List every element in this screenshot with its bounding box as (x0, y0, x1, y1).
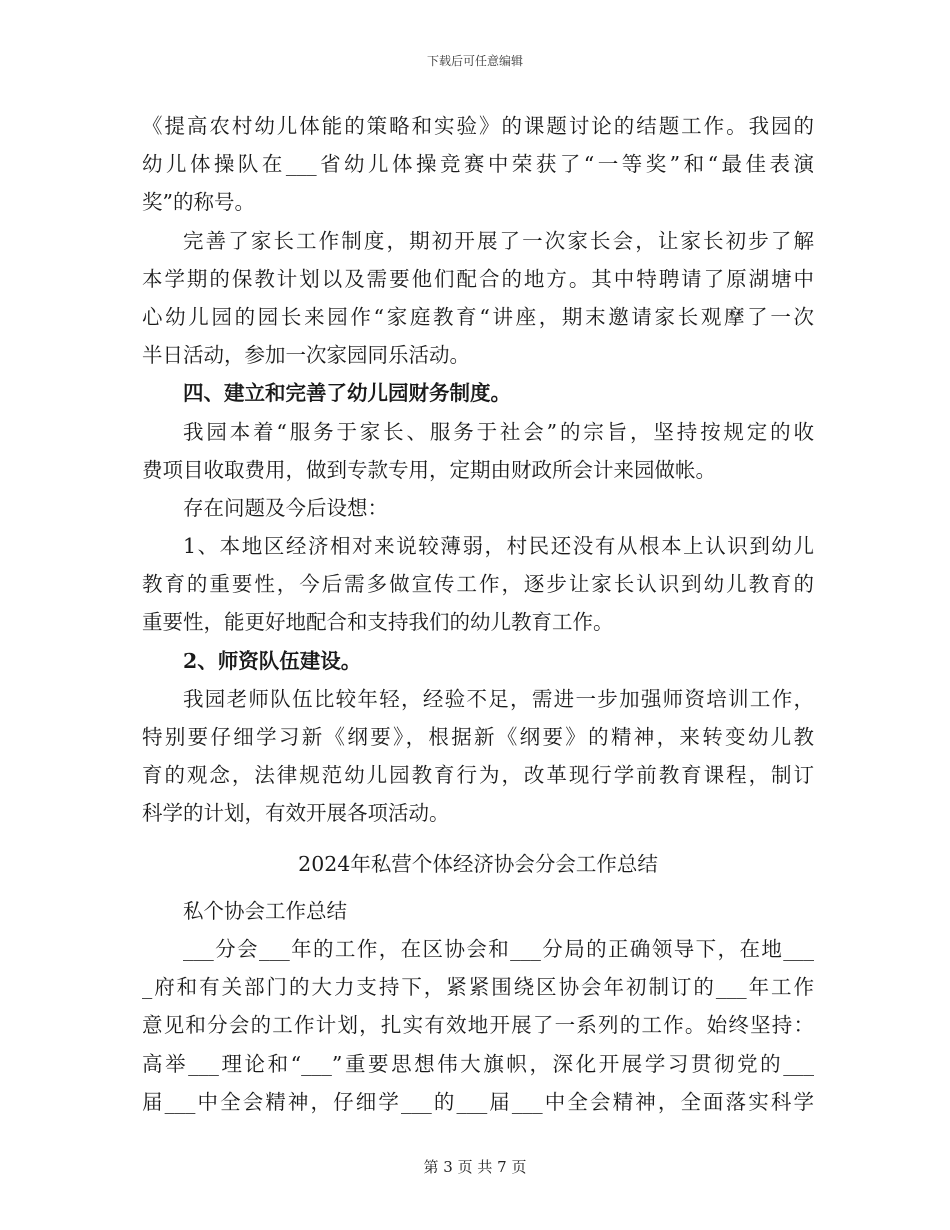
text-line: 《提高农村幼儿体能的策略和实验》的课题讨论的结题工作。我园的 (142, 114, 814, 138)
document-title: 2024年私营个体经济协会分会工作总结 (298, 851, 658, 876)
text-line: 我园老师队伍比较年轻，经验不足，需进一步加强师资培训工作， (183, 686, 814, 711)
text-line: 1、本地区经济相对来说较薄弱，村民还没有从根本上认识到幼儿 (183, 534, 814, 559)
text-line: 费项目收取费用，做到专款专用，定期由财政所会计来园做帐。 (142, 457, 716, 482)
text-line: 完善了家长工作制度，期初开展了一次家长会，让家长初步了解 (183, 228, 814, 253)
text-line: 届___中全会精神，仔细学___的___届___中全会精神，全面落实科学 (142, 1089, 814, 1114)
text-line: 高举___理论和“___”重要思想伟大旗帜，深化开展学习贯彻党的___ (142, 1051, 814, 1076)
text-line: 特别要仔细学习新《纲要》，根据新《纲要》的精神，来转变幼儿教 (142, 725, 814, 749)
section-heading: 四、建立和完善了幼儿园财务制度。 (183, 381, 511, 406)
section-heading: 2、师资队伍建设。 (183, 648, 362, 673)
text-line: 教育的重要性，今后需多做宣传工作，逐步让家长认识到幼儿教育的 (142, 572, 814, 597)
text-line: _府和有关部门的大力支持下，紧紧围绕区协会年初制订的___年工作 (142, 975, 814, 1000)
text-line: 奖”的称号。 (142, 190, 255, 215)
page-number: 第 3 页 共 7 页 (423, 1158, 527, 1176)
text-line: 我园本着“服务于家长、服务于社会”的宗旨，坚持按规定的收 (183, 419, 814, 444)
header-note: 下载后可任意编辑 (426, 54, 523, 68)
text-line: 幼儿体操队在___省幼儿体操竞赛中荣获了“一等奖”和“最佳表演 (142, 152, 814, 177)
text-line: 科学的计划，有效开展各项活动。 (142, 801, 450, 826)
document-body (142, 107, 814, 1121)
text-line: ___分会___年的工作，在区协会和___分局的正确领导下，在地___ (183, 936, 814, 961)
text-line: 本学期的保教计划以及需要他们配合的地方。其中特聘请了原湖塘中 (142, 266, 814, 291)
text-line: 半日活动，参加一次家园同乐活动。 (142, 343, 470, 368)
text-line: 意见和分会的工作计划，扎实有效地开展了一系列的工作。始终坚持： (142, 1013, 814, 1038)
text-line: 存在问题及今后设想： (183, 495, 388, 520)
text-line: 重要性，能更好地配合和支持我们的幼儿教育工作。 (142, 610, 614, 635)
text-line: 育的观念，法律规范幼儿园教育行为，改革现行学前教育课程，制订 (142, 763, 814, 788)
text-line: 心幼儿园的园长来园作“家庭教育“讲座，期末邀请家长观摩了一次 (142, 304, 814, 329)
text-line: 私个协会工作总结 (183, 898, 347, 923)
